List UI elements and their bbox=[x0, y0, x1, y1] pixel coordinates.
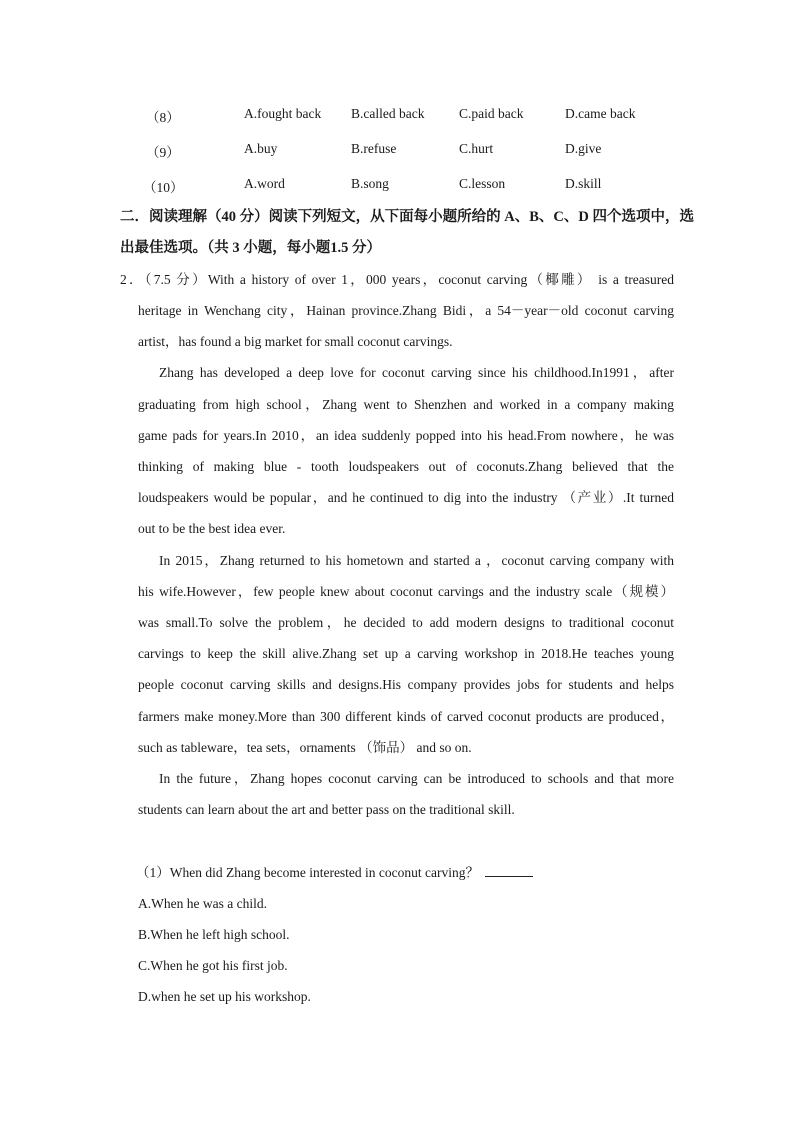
answer-option-a: A.When he was a child. bbox=[138, 896, 267, 911]
passage-line: students can learn about the art and better pass on the traditional skill. bbox=[138, 802, 515, 817]
answer-blank[interactable] bbox=[485, 864, 533, 877]
answer-option-d: D.when he set up his workshop. bbox=[138, 989, 311, 1004]
passage-line: farmers make money.More than 300 different kinds of carved coconut products are produced， bbox=[138, 709, 674, 724]
section-heading-line2: 出最佳选项。（共 3 小题，每小题1.5 分） bbox=[120, 240, 381, 256]
question-text: （1）When did Zhang become interested in coconut carving？ bbox=[136, 865, 480, 880]
option-row-10 bbox=[0, 176, 794, 196]
passage-line: such as tableware，tea sets，ornaments （饰品） and so on. bbox=[138, 740, 472, 755]
passage-line: loudspeakers would be popular，and he continued to dig into the industry （产业）.It turned bbox=[138, 490, 674, 505]
passage-line: Zhang has developed a deep love for coconut carving since his childhood.In1991，after bbox=[159, 365, 674, 380]
answer-option-c: C.When he got his first job. bbox=[138, 958, 288, 973]
choice-a: A.fought back bbox=[244, 106, 322, 121]
choice-b: B.refuse bbox=[351, 141, 397, 156]
passage-line: graduating from high school，Zhang went to Shenzhen and worked in a company making bbox=[138, 397, 674, 412]
passage-line: artist，has found a big market for small coconut carvings. bbox=[138, 334, 453, 349]
passage-line: people coconut carving skills and designs.His company provides jobs for students and helps bbox=[138, 677, 674, 692]
section-heading-line1: 二．阅读理解（40 分）阅读下列短文，从下面每小题所给的 A、B、C、D 四个选项中，选 bbox=[120, 209, 694, 225]
passage-line: heritage in Wenchang city，Hainan province.Zhang Bidi，a 54－year－old coconut carving bbox=[138, 303, 674, 318]
option-row-9 bbox=[0, 141, 794, 161]
passage-line: was small.To solve the problem，he decided to add modern designs to traditional coconut bbox=[138, 615, 674, 630]
question-number: （8） bbox=[146, 110, 180, 125]
question-number: （10） bbox=[143, 180, 184, 195]
question-number: （9） bbox=[146, 145, 180, 160]
passage-line: carvings to keep the skill alive.Zhang set up a carving workshop in 2018.He teaches young bbox=[138, 646, 674, 661]
passage-line: out to be the best idea ever. bbox=[138, 521, 286, 536]
passage-line: In 2015，Zhang returned to his hometown and started a ，coconut carving company with bbox=[159, 553, 674, 568]
choice-a: A.buy bbox=[244, 141, 278, 156]
passage-line: his wife.However，few people knew about coconut carvings and the industry scale（规模） bbox=[138, 584, 674, 599]
passage-line: 2．（7.5 分）With a history of over 1，000 years，coconut carving（椰雕） is a treasured bbox=[120, 272, 674, 287]
passage-line: In the future，Zhang hopes coconut carving can be introduced to schools and that more bbox=[159, 771, 674, 786]
choice-b: B.song bbox=[351, 176, 389, 191]
choice-d: D.skill bbox=[565, 176, 602, 191]
answer-option-b: B.When he left high school. bbox=[138, 927, 290, 942]
choice-c: C.lesson bbox=[459, 176, 506, 191]
passage-line: thinking of making blue - tooth loudspeakers out of coconuts.Zhang believed that the bbox=[138, 459, 674, 474]
choice-c: C.hurt bbox=[459, 141, 494, 156]
choice-c: C.paid back bbox=[459, 106, 524, 121]
question-stem bbox=[136, 863, 533, 883]
choice-b: B.called back bbox=[351, 106, 425, 121]
option-row-8 bbox=[0, 106, 794, 126]
choice-d: D.give bbox=[565, 141, 602, 156]
passage-line: game pads for years.In 2010，an idea suddenly popped into his head.From nowhere，he was bbox=[138, 428, 674, 443]
choice-a: A.word bbox=[244, 176, 285, 191]
choice-d: D.came back bbox=[565, 106, 636, 121]
